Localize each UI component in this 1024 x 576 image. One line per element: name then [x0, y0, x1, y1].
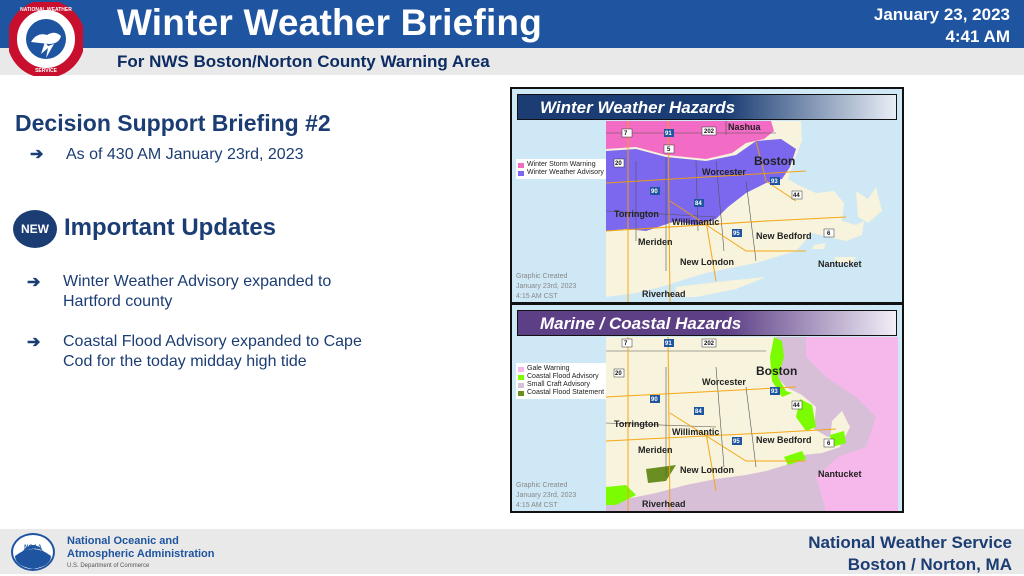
route-shield-label: 84 [695, 409, 702, 415]
legend-swatch [518, 375, 524, 380]
credit-line: January 23rd, 2023 [516, 283, 577, 290]
route-shield-label: 7 [624, 341, 628, 347]
map-city-label: Meriden [638, 445, 673, 455]
map-city-label: Worcester [702, 377, 746, 387]
page-title: Winter Weather Briefing [117, 2, 543, 43]
route-shield-label: 44 [793, 403, 800, 409]
map-city-label: Worcester [702, 167, 746, 177]
update-item-line: Cod for the today midday high tide [63, 353, 307, 370]
map-city-label: New Bedford [756, 231, 812, 241]
legend-label: Gale Warning [527, 365, 570, 372]
arrow-icon: ➔ [30, 146, 44, 163]
legend-item [518, 373, 604, 381]
panel-title: Marine / Coastal Hazards [517, 310, 897, 336]
updates-title: Important Updates [64, 214, 277, 241]
map-city-label: Torrington [614, 209, 659, 219]
credit-line: Graphic Created [516, 273, 568, 280]
route-shield-label: 202 [704, 129, 715, 135]
noaa-name-line: National Oceanic and [67, 535, 179, 547]
route-shield-label: 202 [704, 341, 715, 347]
credit-line: January 23rd, 2023 [516, 492, 577, 499]
map-city-label: Torrington [614, 419, 659, 429]
legend-item [518, 365, 604, 373]
legend-swatch [518, 171, 524, 176]
legend-label: Coastal Flood Advisory [527, 373, 599, 380]
briefing-title: Decision Support Briefing #2 [15, 110, 331, 136]
route-shield-label: 6 [827, 441, 831, 447]
map-city-label: Nashua [728, 122, 761, 132]
legend-item [518, 169, 604, 177]
route-shield-label: 90 [651, 189, 658, 195]
briefing-date: January 23, 2023 [873, 5, 1010, 24]
map-city-label: New Bedford [756, 435, 812, 445]
logo-text-top: NATIONAL WEATHER [20, 7, 72, 13]
route-shield-label: 91 [665, 131, 672, 137]
map-city-label: Nantucket [818, 259, 862, 269]
legend-label: Coastal Flood Statement [527, 389, 605, 396]
legend-item [518, 161, 604, 169]
legend-item [518, 389, 604, 397]
map-city-label: Boston [756, 364, 798, 378]
update-item-line: Hartford county [63, 293, 173, 310]
map-city-label: Meriden [638, 237, 673, 247]
marine-hazards-map [606, 337, 898, 511]
route-shield-label: 91 [665, 341, 672, 347]
route-shield-label: 95 [733, 439, 740, 445]
legend-swatch [518, 367, 524, 372]
winter-hazards-map [606, 121, 898, 302]
panel-title: Winter Weather Hazards [517, 94, 897, 120]
route-shield-label: 95 [733, 231, 740, 237]
map-city-label: New London [680, 257, 734, 267]
legend-label: Winter Weather Advisory [527, 169, 604, 176]
logo-text-bottom: SERVICE [35, 68, 57, 74]
route-shield-label: 20 [615, 371, 622, 377]
legend-swatch [518, 163, 524, 168]
map-city-label: Nantucket [818, 469, 862, 479]
winter-hazards-panel [510, 87, 904, 304]
map-city-label: Willimantic [672, 217, 720, 227]
update-item-line: Winter Weather Advisory expanded to [63, 273, 332, 290]
update-item-1 [63, 272, 331, 312]
credit-line: Graphic Created [516, 482, 568, 489]
nws-office-line: National Weather Service [808, 533, 1012, 552]
date-time [874, 4, 1010, 48]
route-shield-label: 93 [771, 389, 778, 395]
briefing-time: 4:41 AM [945, 27, 1010, 46]
arrow-icon: ➔ [27, 334, 41, 351]
map-legend [516, 363, 606, 399]
as-of-text: As of 430 AM January 23rd, 2023 [66, 146, 304, 163]
legend-swatch [518, 383, 524, 388]
nws-office-line: Boston / Norton, MA [847, 555, 1012, 574]
page-subtitle: For NWS Boston/Norton County Warning Area [117, 52, 490, 71]
legend-label: Winter Storm Warning [527, 161, 596, 168]
update-item-2 [63, 332, 362, 372]
route-shield-label: 5 [667, 147, 671, 153]
nws-logo [9, 2, 83, 76]
noaa-logo [10, 532, 56, 572]
route-shield-label: 7 [624, 131, 628, 137]
map-city-label: Riverhead [642, 289, 686, 299]
route-shield-label: 20 [615, 161, 622, 167]
noaa-logo-text: NOAA [24, 545, 42, 551]
map-city-label: Riverhead [642, 499, 686, 509]
route-shield-label: 90 [651, 397, 658, 403]
credit-line: 4:15 AM CST [516, 293, 558, 300]
legend-swatch [518, 391, 524, 396]
legend-item [518, 381, 604, 389]
new-badge: NEW [13, 210, 57, 248]
legend-label: Small Craft Advisory [527, 381, 591, 388]
route-shield-label: 44 [793, 193, 800, 199]
credit-line: 4:15 AM CST [516, 502, 558, 509]
map-legend [516, 159, 606, 179]
graphic-credit [516, 272, 576, 302]
update-item-line: Coastal Flood Advisory expanded to Cape [63, 333, 362, 350]
route-shield-label: 84 [695, 201, 702, 207]
marine-hazards-panel [510, 303, 904, 513]
noaa-department: U.S. Department of Commerce [67, 563, 150, 569]
noaa-name [67, 535, 215, 561]
map-city-label: Willimantic [672, 427, 720, 437]
route-shield-label: 93 [771, 179, 778, 185]
noaa-name-line: Atmospheric Administration [67, 548, 215, 560]
nws-office [808, 532, 1012, 576]
map-city-label: New London [680, 465, 734, 475]
map-city-label: Boston [754, 154, 796, 168]
route-shield-label: 6 [827, 231, 831, 237]
arrow-icon: ➔ [27, 274, 41, 291]
graphic-credit [516, 481, 576, 511]
